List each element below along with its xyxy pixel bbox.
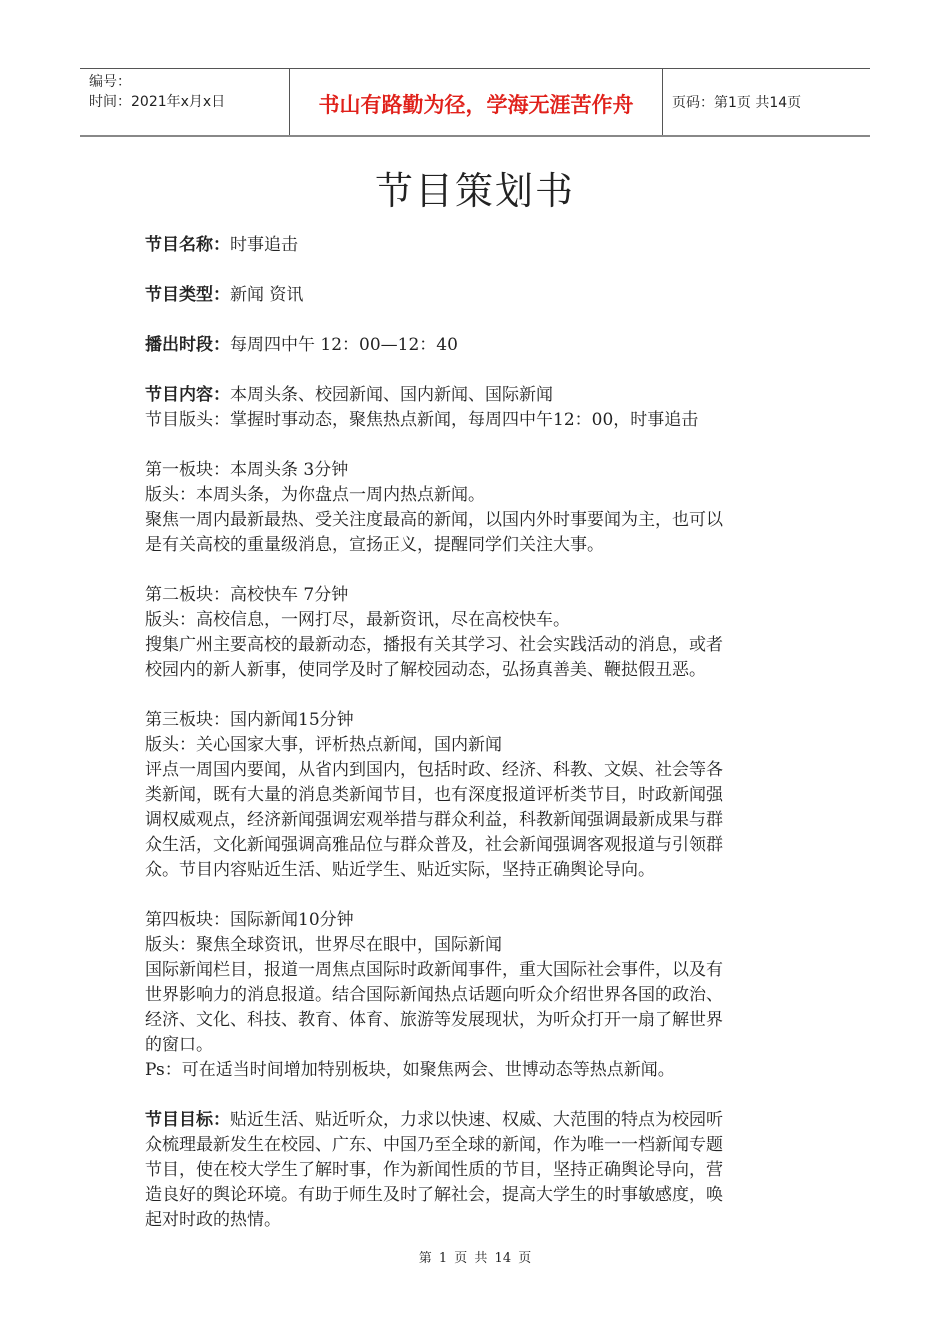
line-text: 版头：高校信息，一网打尽，最新资讯，尽在高校快车。 bbox=[145, 610, 570, 630]
text-line bbox=[145, 858, 825, 883]
field-label: 节目内容： bbox=[145, 385, 230, 405]
text-line bbox=[145, 758, 825, 783]
text-line bbox=[145, 483, 825, 508]
line-text: 评点一周国内要闻，从省内到国内，包括时政、经济、科教、文娱、社会等各 bbox=[145, 760, 723, 780]
line-text: 调权威观点，经济新闻强调宏观举措与群众利益，科教新闻强调最新成果与群 bbox=[145, 810, 723, 830]
line-text: 造良好的舆论环境。有助于师生及时了解社会，提高大学生的时事敏感度，唤 bbox=[145, 1185, 723, 1205]
line-text: 第一板块：本周头条 3分钟 bbox=[145, 460, 349, 480]
text-line bbox=[145, 1108, 825, 1133]
blank-line bbox=[145, 258, 825, 283]
blank-line bbox=[145, 308, 825, 333]
text-line bbox=[145, 658, 825, 683]
text-line bbox=[145, 333, 825, 358]
line-text: 校园内的新人新事，使同学及时了解校园动态，弘扬真善美、鞭挞假丑恶。 bbox=[145, 660, 706, 680]
line-text: 新闻 资讯 bbox=[230, 285, 304, 305]
text-line bbox=[145, 908, 825, 933]
page-footer: 第 1 页 共 14 页 bbox=[418, 1251, 532, 1266]
blank-line bbox=[145, 358, 825, 383]
header-motto: 书山有路勤为径，学海无涯苦作舟 bbox=[290, 69, 663, 135]
line-text: 第二板块：高校快车 7分钟 bbox=[145, 585, 349, 605]
text-line bbox=[145, 458, 825, 483]
line-text: 众梳理最新发生在校园、广东、中国乃至全球的新闻，作为唯一一档新闻专题 bbox=[145, 1135, 723, 1155]
line-text: 第三板块：国内新闻15分钟 bbox=[145, 710, 354, 730]
line-text: 贴近生活、贴近听众，力求以快速、权威、大范围的特点为校园听 bbox=[230, 1110, 723, 1130]
text-line bbox=[145, 583, 825, 608]
date-label: 时间：2021年x月x日 bbox=[89, 94, 226, 110]
line-text: 每周四中午 12：00—12：40 bbox=[230, 335, 458, 355]
text-line bbox=[145, 808, 825, 833]
line-text: 时事追击 bbox=[230, 235, 298, 255]
line-text: 国际新闻栏目，报道一周焦点国际时政新闻事件，重大国际社会事件，以及有 bbox=[145, 960, 723, 980]
text-line bbox=[145, 783, 825, 808]
text-line bbox=[145, 1208, 825, 1233]
text-line bbox=[145, 508, 825, 533]
line-text: 世界影响力的消息报道。结合国际新闻热点话题向听众介绍世界各国的政治、 bbox=[145, 985, 723, 1005]
text-line bbox=[145, 1058, 825, 1083]
text-line bbox=[145, 233, 825, 258]
line-text: 的窗口。 bbox=[145, 1035, 213, 1055]
field-label: 节目目标： bbox=[145, 1110, 230, 1130]
document-title: 节目策划书 bbox=[374, 169, 575, 213]
text-line bbox=[145, 383, 825, 408]
page-header bbox=[80, 68, 870, 137]
line-text: 节目，使在校大学生了解时事，作为新闻性质的节目，坚持正确舆论导向，营 bbox=[145, 1160, 723, 1180]
line-text: 聚焦一周内最新最热、受关注度最高的新闻，以国内外时事要闻为主，也可以 bbox=[145, 510, 723, 530]
header-page-code: 页码：第1页 共14页 bbox=[672, 95, 802, 111]
blank-line bbox=[145, 558, 825, 583]
text-line bbox=[145, 708, 825, 733]
field-label: 节目类型： bbox=[145, 285, 230, 305]
line-text: 节目版头：掌握时事动态，聚焦热点新闻，每周四中午12：00，时事追击 bbox=[145, 410, 699, 430]
text-line bbox=[145, 983, 825, 1008]
field-label: 节目名称： bbox=[145, 235, 230, 255]
line-text: 第四板块：国际新闻10分钟 bbox=[145, 910, 354, 930]
blank-line bbox=[145, 433, 825, 458]
line-text: 版头：本周头条，为你盘点一周内热点新闻。 bbox=[145, 485, 485, 505]
line-text: 搜集广州主要高校的最新动态，播报有关其学习、社会实践活动的消息，或者 bbox=[145, 635, 723, 655]
line-text: 版头：关心国家大事，评析热点新闻，国内新闻 bbox=[145, 735, 502, 755]
text-line bbox=[145, 533, 825, 558]
line-text: 众生活，文化新闻强调高雅品位与群众普及，社会新闻强调客观报道与引领群 bbox=[145, 835, 723, 855]
text-line bbox=[145, 608, 825, 633]
line-text: 众。节目内容贴近生活、贴近学生、贴近实际，坚持正确舆论导向。 bbox=[145, 860, 655, 880]
blank-line bbox=[145, 883, 825, 908]
line-text: 本周头条、校园新闻、国内新闻、国际新闻 bbox=[230, 385, 553, 405]
serial-label: 编号： bbox=[89, 74, 131, 90]
blank-line bbox=[145, 683, 825, 708]
text-line bbox=[145, 1033, 825, 1058]
text-line bbox=[145, 1133, 825, 1158]
text-line bbox=[145, 933, 825, 958]
text-line bbox=[145, 733, 825, 758]
document-body bbox=[145, 233, 825, 1233]
line-text: 版头：聚焦全球资讯，世界尽在眼中，国际新闻 bbox=[145, 935, 502, 955]
blank-line bbox=[145, 1083, 825, 1108]
line-text: 经济、文化、科技、教育、体育、旅游等发展现状，为听众打开一扇了解世界 bbox=[145, 1010, 723, 1030]
text-line bbox=[145, 408, 825, 433]
text-line bbox=[145, 1158, 825, 1183]
text-line bbox=[145, 283, 825, 308]
header-meta bbox=[80, 69, 290, 135]
text-line bbox=[145, 833, 825, 858]
line-text: 起对时政的热情。 bbox=[145, 1210, 281, 1230]
text-line bbox=[145, 958, 825, 983]
text-line bbox=[145, 1183, 825, 1208]
text-line bbox=[145, 633, 825, 658]
field-label: 播出时段： bbox=[145, 335, 230, 355]
line-text: 类新闻，既有大量的消息类新闻节目，也有深度报道评析类节目，时政新闻强 bbox=[145, 785, 723, 805]
line-text: Ps：可在适当时间增加特别板块，如聚焦两会、世博动态等热点新闻。 bbox=[145, 1060, 675, 1080]
line-text: 是有关高校的重量级消息，宣扬正义，提醒同学们关注大事。 bbox=[145, 535, 604, 555]
text-line bbox=[145, 1008, 825, 1033]
